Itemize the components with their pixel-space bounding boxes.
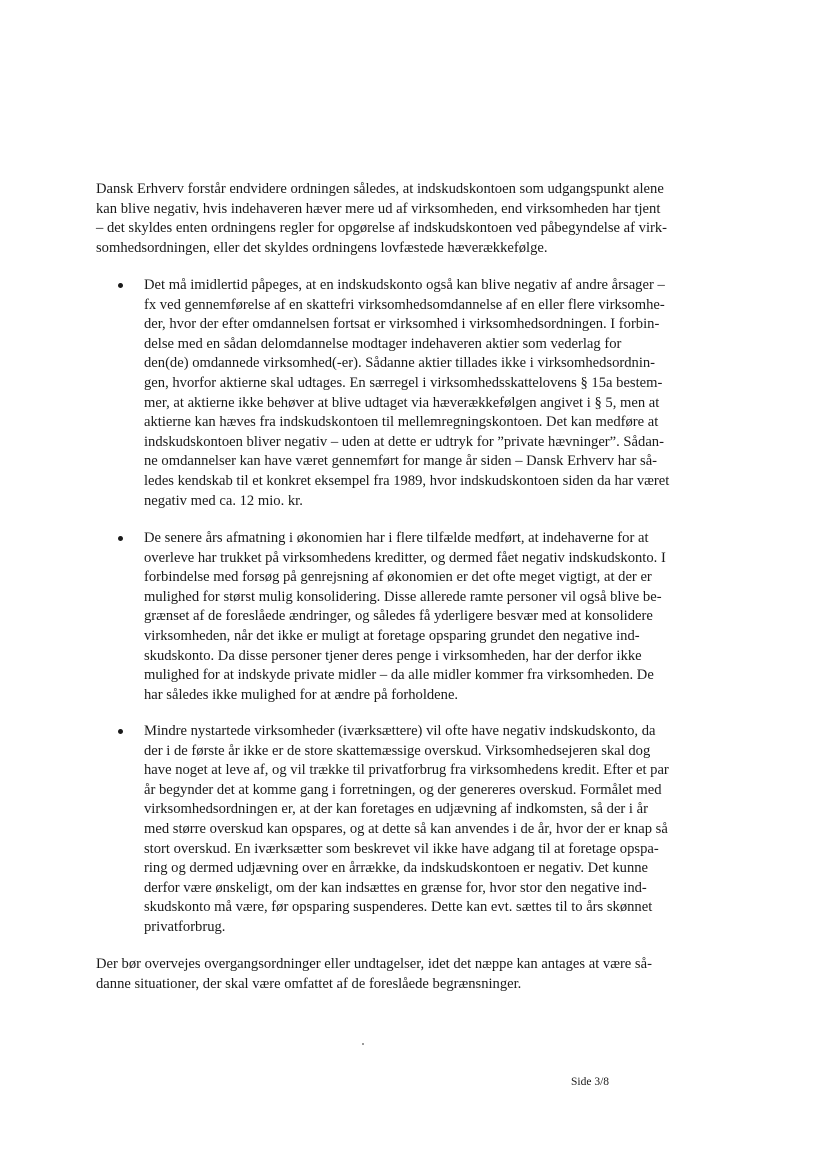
bullet-line: forbindelse med forsøg på genrejsning af økonomien er det ofte meget vigtigt, at der er xyxy=(144,569,652,586)
bullet-line: virksomhedsordningen er, at der kan foretages en udjævning af indkomsten, så der i år xyxy=(144,801,648,818)
scan-speck xyxy=(362,1043,364,1045)
intro-paragraph xyxy=(96,180,736,258)
bullet-line: have noget at leve af, og vil trække til privatforbrug fra virksomhedens kredit. Efter et par xyxy=(144,762,669,779)
bullet-line: ne omdannelser kan have været gennemført for mange år siden – Dansk Erhverv har så- xyxy=(144,453,658,470)
bullet-line: mulighed for størst mulig konsolidering. Disse allerede ramte personer vil også blive be- xyxy=(144,588,662,605)
bullet-line: skudskonto. Da disse personer tjener deres penge i virksomheden, har der derfor ikke xyxy=(144,647,642,664)
bullet-line: delse med en sådan delomdannelse modtager indehaveren aktier som vederlag for xyxy=(144,335,622,352)
bullet-icon xyxy=(118,283,123,288)
bullet-line: aktierne kan hæves fra indskudskontoen til mellemregningskontoen. Det kan medføre at xyxy=(144,414,659,431)
bullet-line: mulighed for at indskyde private midler – da alle midler kommer fra virksomheden. De xyxy=(144,667,654,684)
bullet-line: virksomheden, når det ikke er muligt at foretage opsparing grundet den negative ind- xyxy=(144,627,640,644)
bullet-line: Det må imidlertid påpeges, at en indskudskonto også kan blive negativ af andre årsager – xyxy=(144,277,665,293)
bullet-text xyxy=(144,722,744,938)
bullet-line: overleve har trukket på virksomhedens kreditter, og dermed fået negativ indskudskonto. I xyxy=(144,549,666,566)
bullet-line: grænset af de foreslåede ændringer, og således få yderligere besvær med at konsolidere xyxy=(144,608,653,625)
bullet-line: stort overskud. En iværksætter som beskrevet vil ikke have adgang til at foretage opspa- xyxy=(144,840,659,857)
bullet-line: indskudskontoen bliver negativ – uden at dette er udtryk for ”private hævninger”. Sådan- xyxy=(144,433,664,450)
bullet-line: der i de første år ikke er de store skattemæssige overskud. Virksomhedsejeren skal dog xyxy=(144,742,651,759)
bullet-line: gen, hvorfor aktierne skal udtages. En særregel i virksomhedsskattelovens § 15a bestem- xyxy=(144,374,663,391)
closing-line: danne situationer, der skal være omfattet af de foreslåede begrænsninger. xyxy=(96,975,522,992)
intro-line: – det skyldes enten ordningens regler for opgørelse af indskudskontoen ved påbegyndelse af virk- xyxy=(96,220,668,237)
bullet-line: har således ikke mulighed for at ændre på forholdene. xyxy=(144,686,459,703)
bullet-line: år begynder det at komme gang i forretningen, og der genereres overskud. Formålet med xyxy=(144,781,662,798)
bullet-line: der, hvor der efter omdannelsen fortsat er virksomhed i virksomhedsordningen. I forbin- xyxy=(144,316,660,333)
bullet-line: De senere års afmatning i økonomien har i flere tilfælde medført, at indehaverne for at xyxy=(144,530,649,546)
bullet-line: med større overskud kan opspares, og at dette så kan anvendes i de år, hvor der er knap så xyxy=(144,820,668,837)
bullet-line: Mindre nystartede virksomheder (iværksættere) vil ofte have negativ indskudskonto, da xyxy=(144,723,656,739)
intro-line: somhedsordningen, eller det skyldes ordningens lovfæstede hæverækkefølge. xyxy=(96,239,548,256)
page-number: Side 3/8 xyxy=(571,1076,610,1088)
intro-line: Dansk Erhverv forstår endvidere ordningen således, at indskudskontoen som udgangspunkt alene xyxy=(96,181,664,197)
bullet-line: ring og dermed udjævning over en årrække, da indskudskontoen er negativ. Det kunne xyxy=(144,860,649,877)
bullet-line: fx ved gennemførelse af en skattefri virksomhedsomdannelse af en eller flere virksomhe- xyxy=(144,296,665,313)
bullet-line: den(de) omdannede virksomhed(-er). Sådanne aktier tillades ikke i virksomhedsordnin- xyxy=(144,355,656,372)
closing-line: Der bør overvejes overgangsordninger eller undtagelser, idet det næppe kan antages at være så- xyxy=(96,956,652,972)
bullet-line: mer, at aktierne ikke behøver at blive udtaget via hæverækkefølgen angivet i § 5, men at xyxy=(144,394,660,411)
closing-paragraph xyxy=(96,955,736,994)
intro-line: kan blive negativ, hvis indehaveren hæver mere ud af virksomheden, end virksomheden har tjent xyxy=(96,200,661,217)
bullet-line: skudskonto må være, før opsparing suspenderes. Dette kan evt. sættes til to års skønnet xyxy=(144,899,653,916)
bullet-icon xyxy=(118,536,123,541)
bullet-icon xyxy=(118,729,123,734)
bullet-line: derfor være ønskeligt, om der kan indsættes en grænse for, hvor stor den negative ind- xyxy=(144,879,647,896)
bullet-text xyxy=(144,529,744,705)
bullet-line: privatforbrug. xyxy=(144,918,226,935)
bullet-line: negativ med ca. 12 mio. kr. xyxy=(144,492,303,509)
bullet-text xyxy=(144,276,744,511)
bullet-line: ledes kendskab til et konkret eksempel fra 1989, hvor indskudskontoen siden da har været xyxy=(144,472,670,489)
